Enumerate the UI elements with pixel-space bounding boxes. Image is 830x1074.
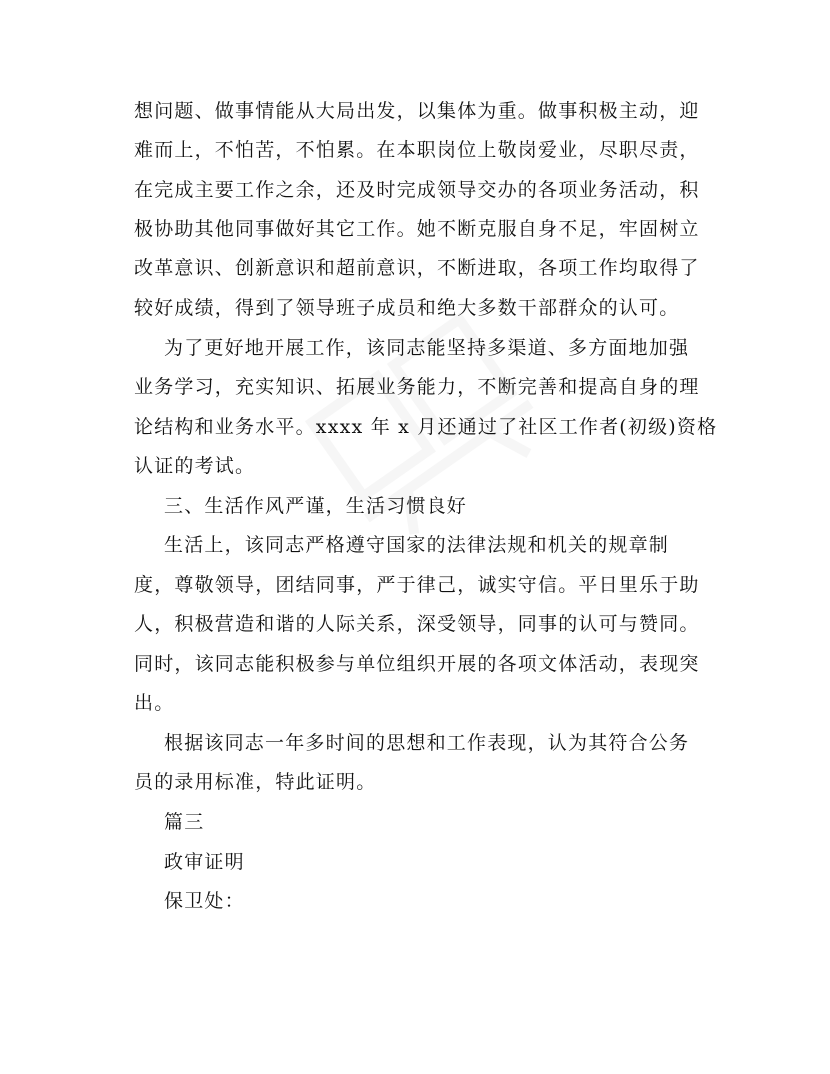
paragraph-3-line-5: 出。 [134, 692, 175, 714]
section-label: 篇三 [164, 811, 205, 833]
paragraph-1-line-5: 改革意识、创新意识和超前意识，不断进取，各项工作均取得了 [134, 257, 700, 279]
paragraph-2-line-4: 认证的考试。 [134, 455, 256, 477]
paragraph-1-line-6: 较好成绩，得到了领导班子成员和绝大多数干部群众的认可。 [134, 297, 680, 319]
recipient-line: 保卫处： [164, 890, 245, 912]
paragraph-4-line-2: 员的录用标准，特此证明。 [134, 771, 377, 793]
paragraph-2-line-1: 为了更好地开展工作，该同志能坚持多渠道、多方面地加强 [164, 337, 690, 359]
paragraph-1-line-3: 在完成主要工作之余，还及时完成领导交办的各项业务活动，积 [134, 179, 700, 201]
paragraph-3-line-2: 度，尊敬领导，团结同事，严于律己，诚实守信。平日里乐于助 [134, 574, 700, 596]
paragraph-3-line-4: 同时，该同志能积极参与单位组织开展的各项文体活动，表现突 [134, 653, 700, 675]
paragraph-1-line-2: 难而上，不怕苦，不怕累。在本职岗位上敬岗爱业，尽职尽责， [134, 139, 700, 161]
paragraph-1-line-4: 极协助其他同事做好其它工作。她不断克服自身不足，牢固树立 [134, 218, 700, 240]
paragraph-1-line-1: 想问题、做事情能从大局出发，以集体为重。做事积极主动，迎 [134, 100, 700, 122]
paragraph-2-line-3: 论结构和业务水平。xxxx 年 x 月还通过了社区工作者(初级)资格 [134, 416, 718, 438]
document-title: 政审证明 [164, 851, 245, 873]
paragraph-2-line-2: 业务学习，充实知识、拓展业务能力，不断完善和提高自身的理 [134, 376, 700, 398]
paragraph-4-line-1: 根据该同志一年多时间的思想和工作表现，认为其符合公务 [164, 732, 690, 754]
section-heading: 三、生活作风严谨，生活习惯良好 [164, 495, 468, 517]
paragraph-3-line-1: 生活上，该同志严格遵守国家的法律法规和机关的规章制 [164, 534, 670, 556]
paragraph-3-line-3: 人，积极营造和谐的人际关系，深受领导，同事的认可与赞同。 [134, 613, 700, 635]
